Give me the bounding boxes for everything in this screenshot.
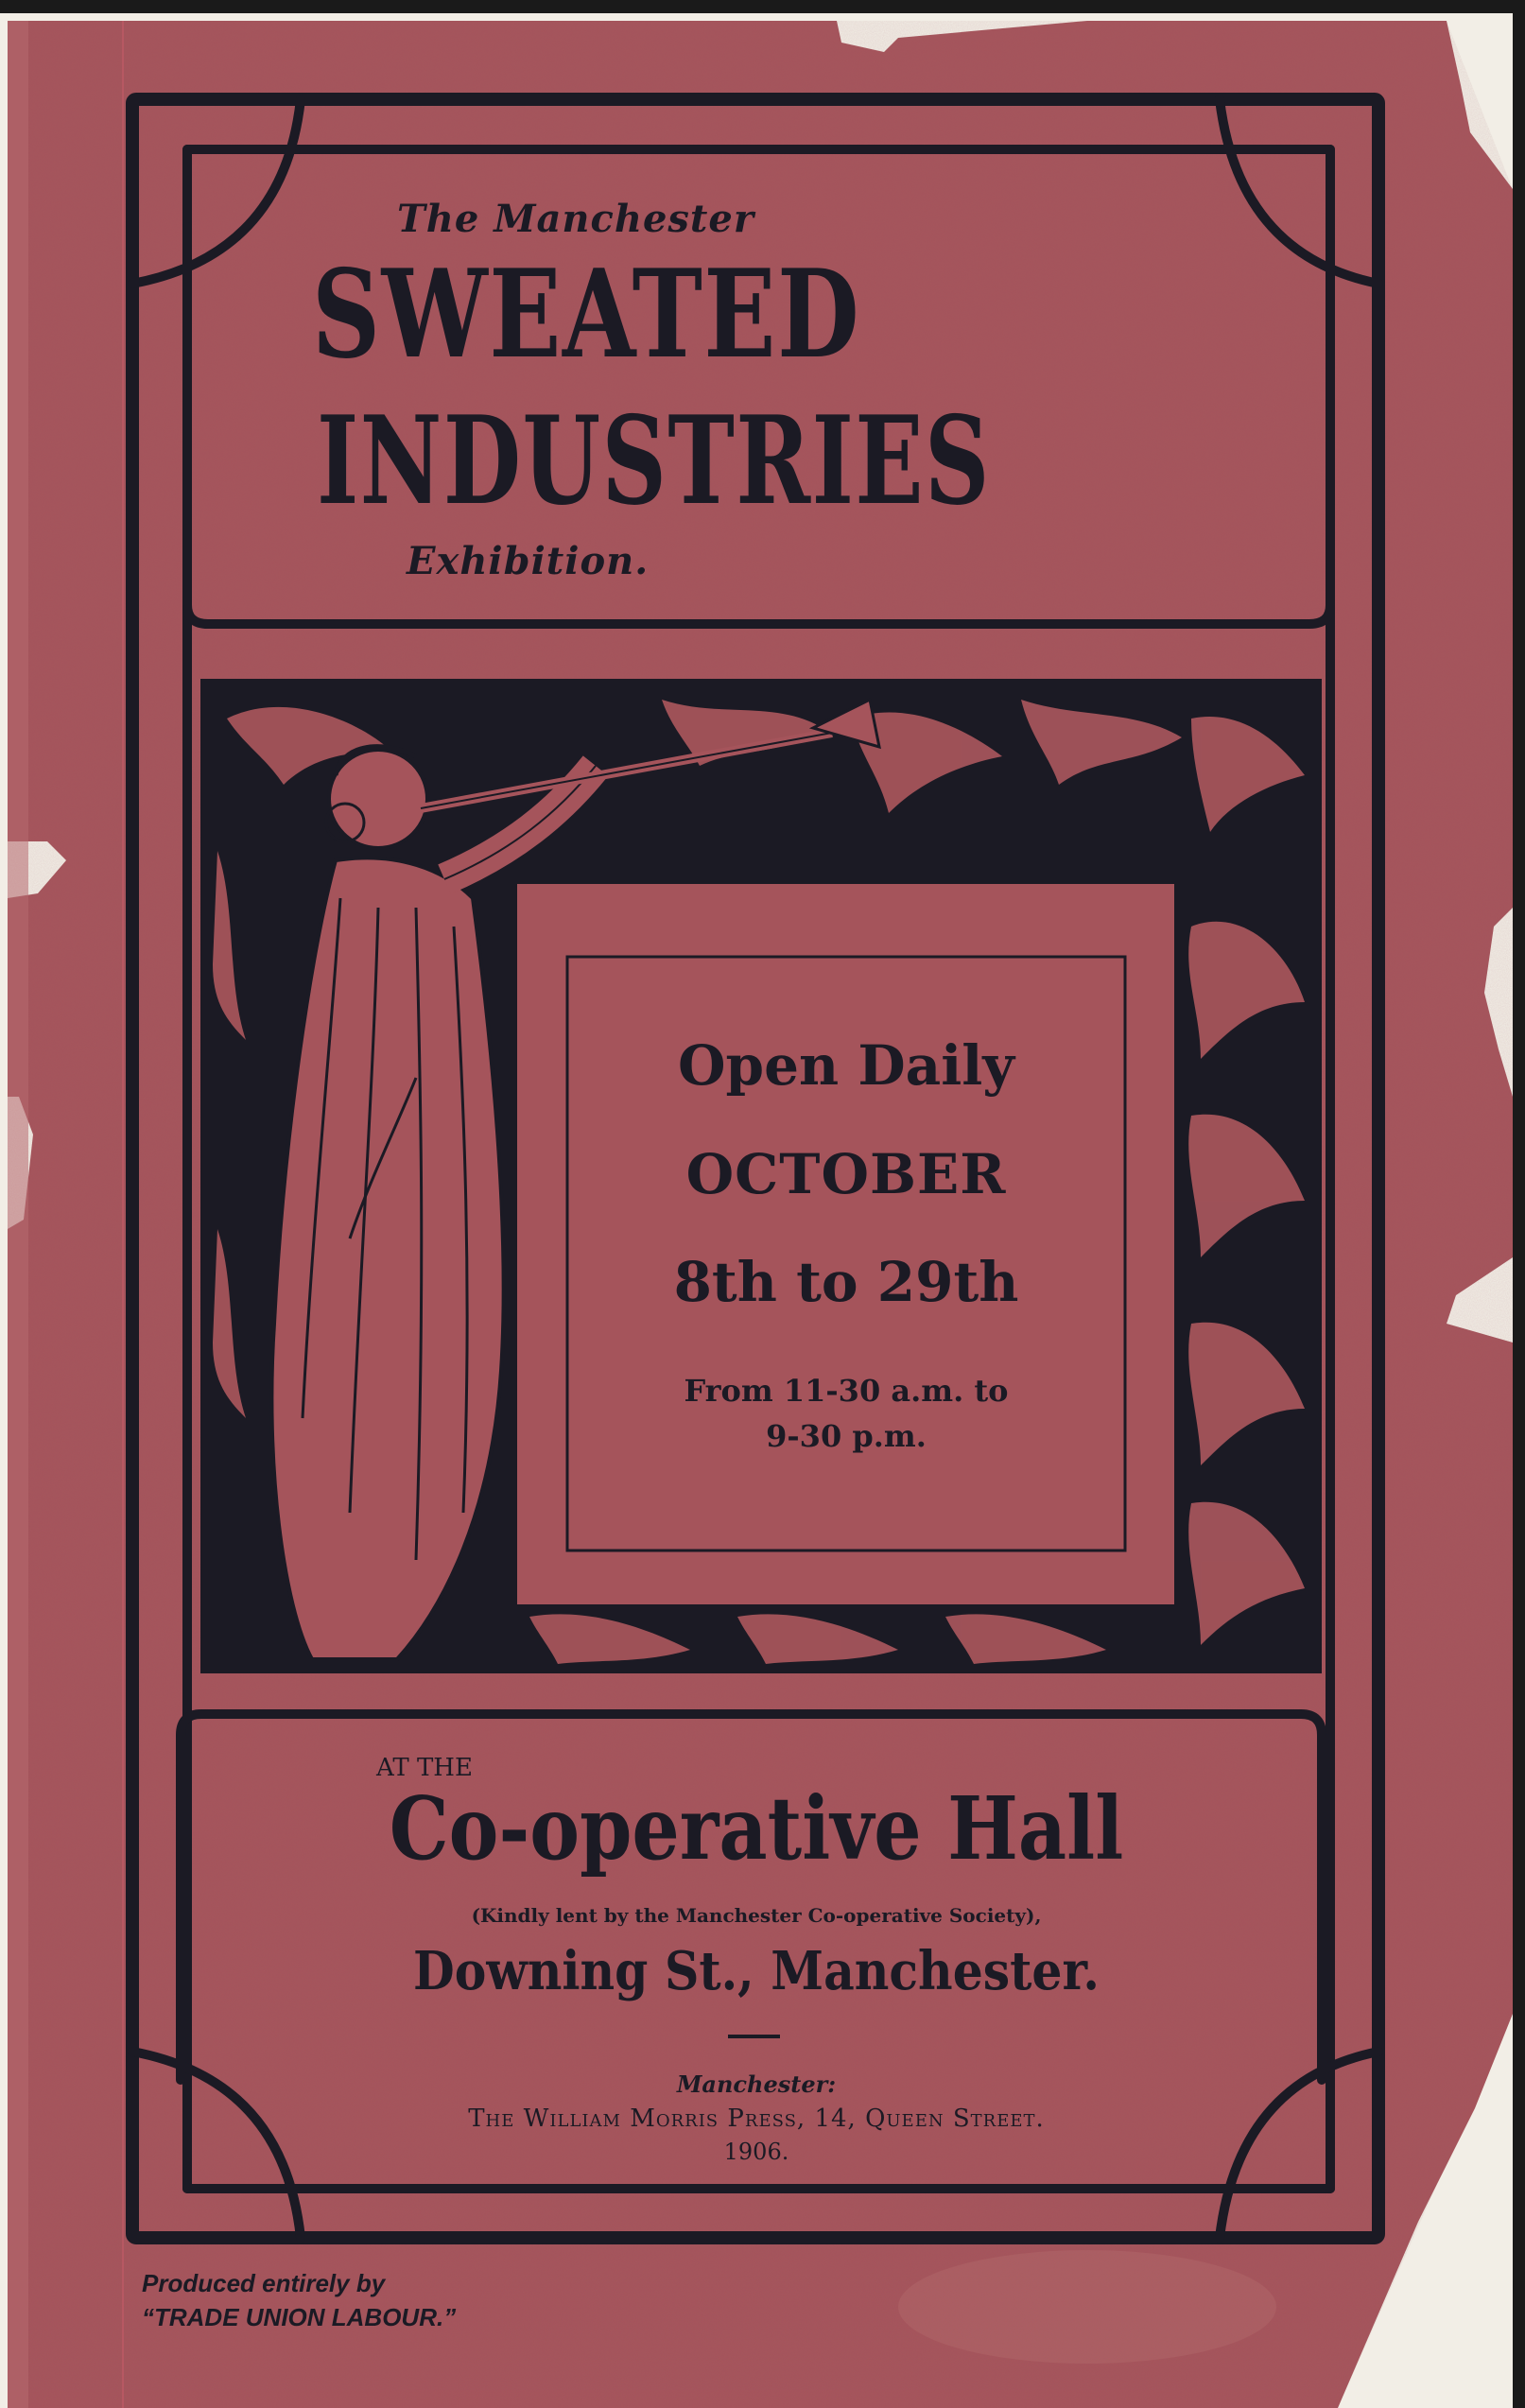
schedule-open-daily: Open Daily (678, 1033, 1014, 1098)
publication-year: 1906. (723, 2139, 789, 2165)
footer-trade-union: “TRADE UNION LABOUR.” (142, 2303, 457, 2331)
header-title-sweated: SWEATED (312, 244, 861, 386)
publisher-city: Manchester: (676, 2070, 837, 2098)
schedule-hours-end: 9-30 p.m. (766, 1418, 927, 1454)
schedule-month: OCTOBER (685, 1142, 1007, 1206)
venue-note: (Kindly lent by the Manchester Co-operative Society), (471, 1904, 1042, 1927)
header-title-industries: INDUSTRIES (317, 390, 991, 532)
footer-produced-by: Produced entirely by (142, 2269, 386, 2297)
venue-name: Co-operative Hall (389, 1777, 1124, 1880)
venue-address: Downing St., Manchester. (413, 1940, 1100, 2002)
venue-prefix: AT THE (376, 1754, 473, 1782)
schedule-dates: 8th to 29th (673, 1250, 1019, 1314)
header-subtitle: Exhibition. (407, 539, 650, 583)
header-city: The Manchester (397, 197, 754, 241)
schedule-hours-start: From 11-30 a.m. to (684, 1373, 1009, 1409)
publisher-name: The William Morris Press, 14, Queen Street. (468, 2105, 1045, 2133)
